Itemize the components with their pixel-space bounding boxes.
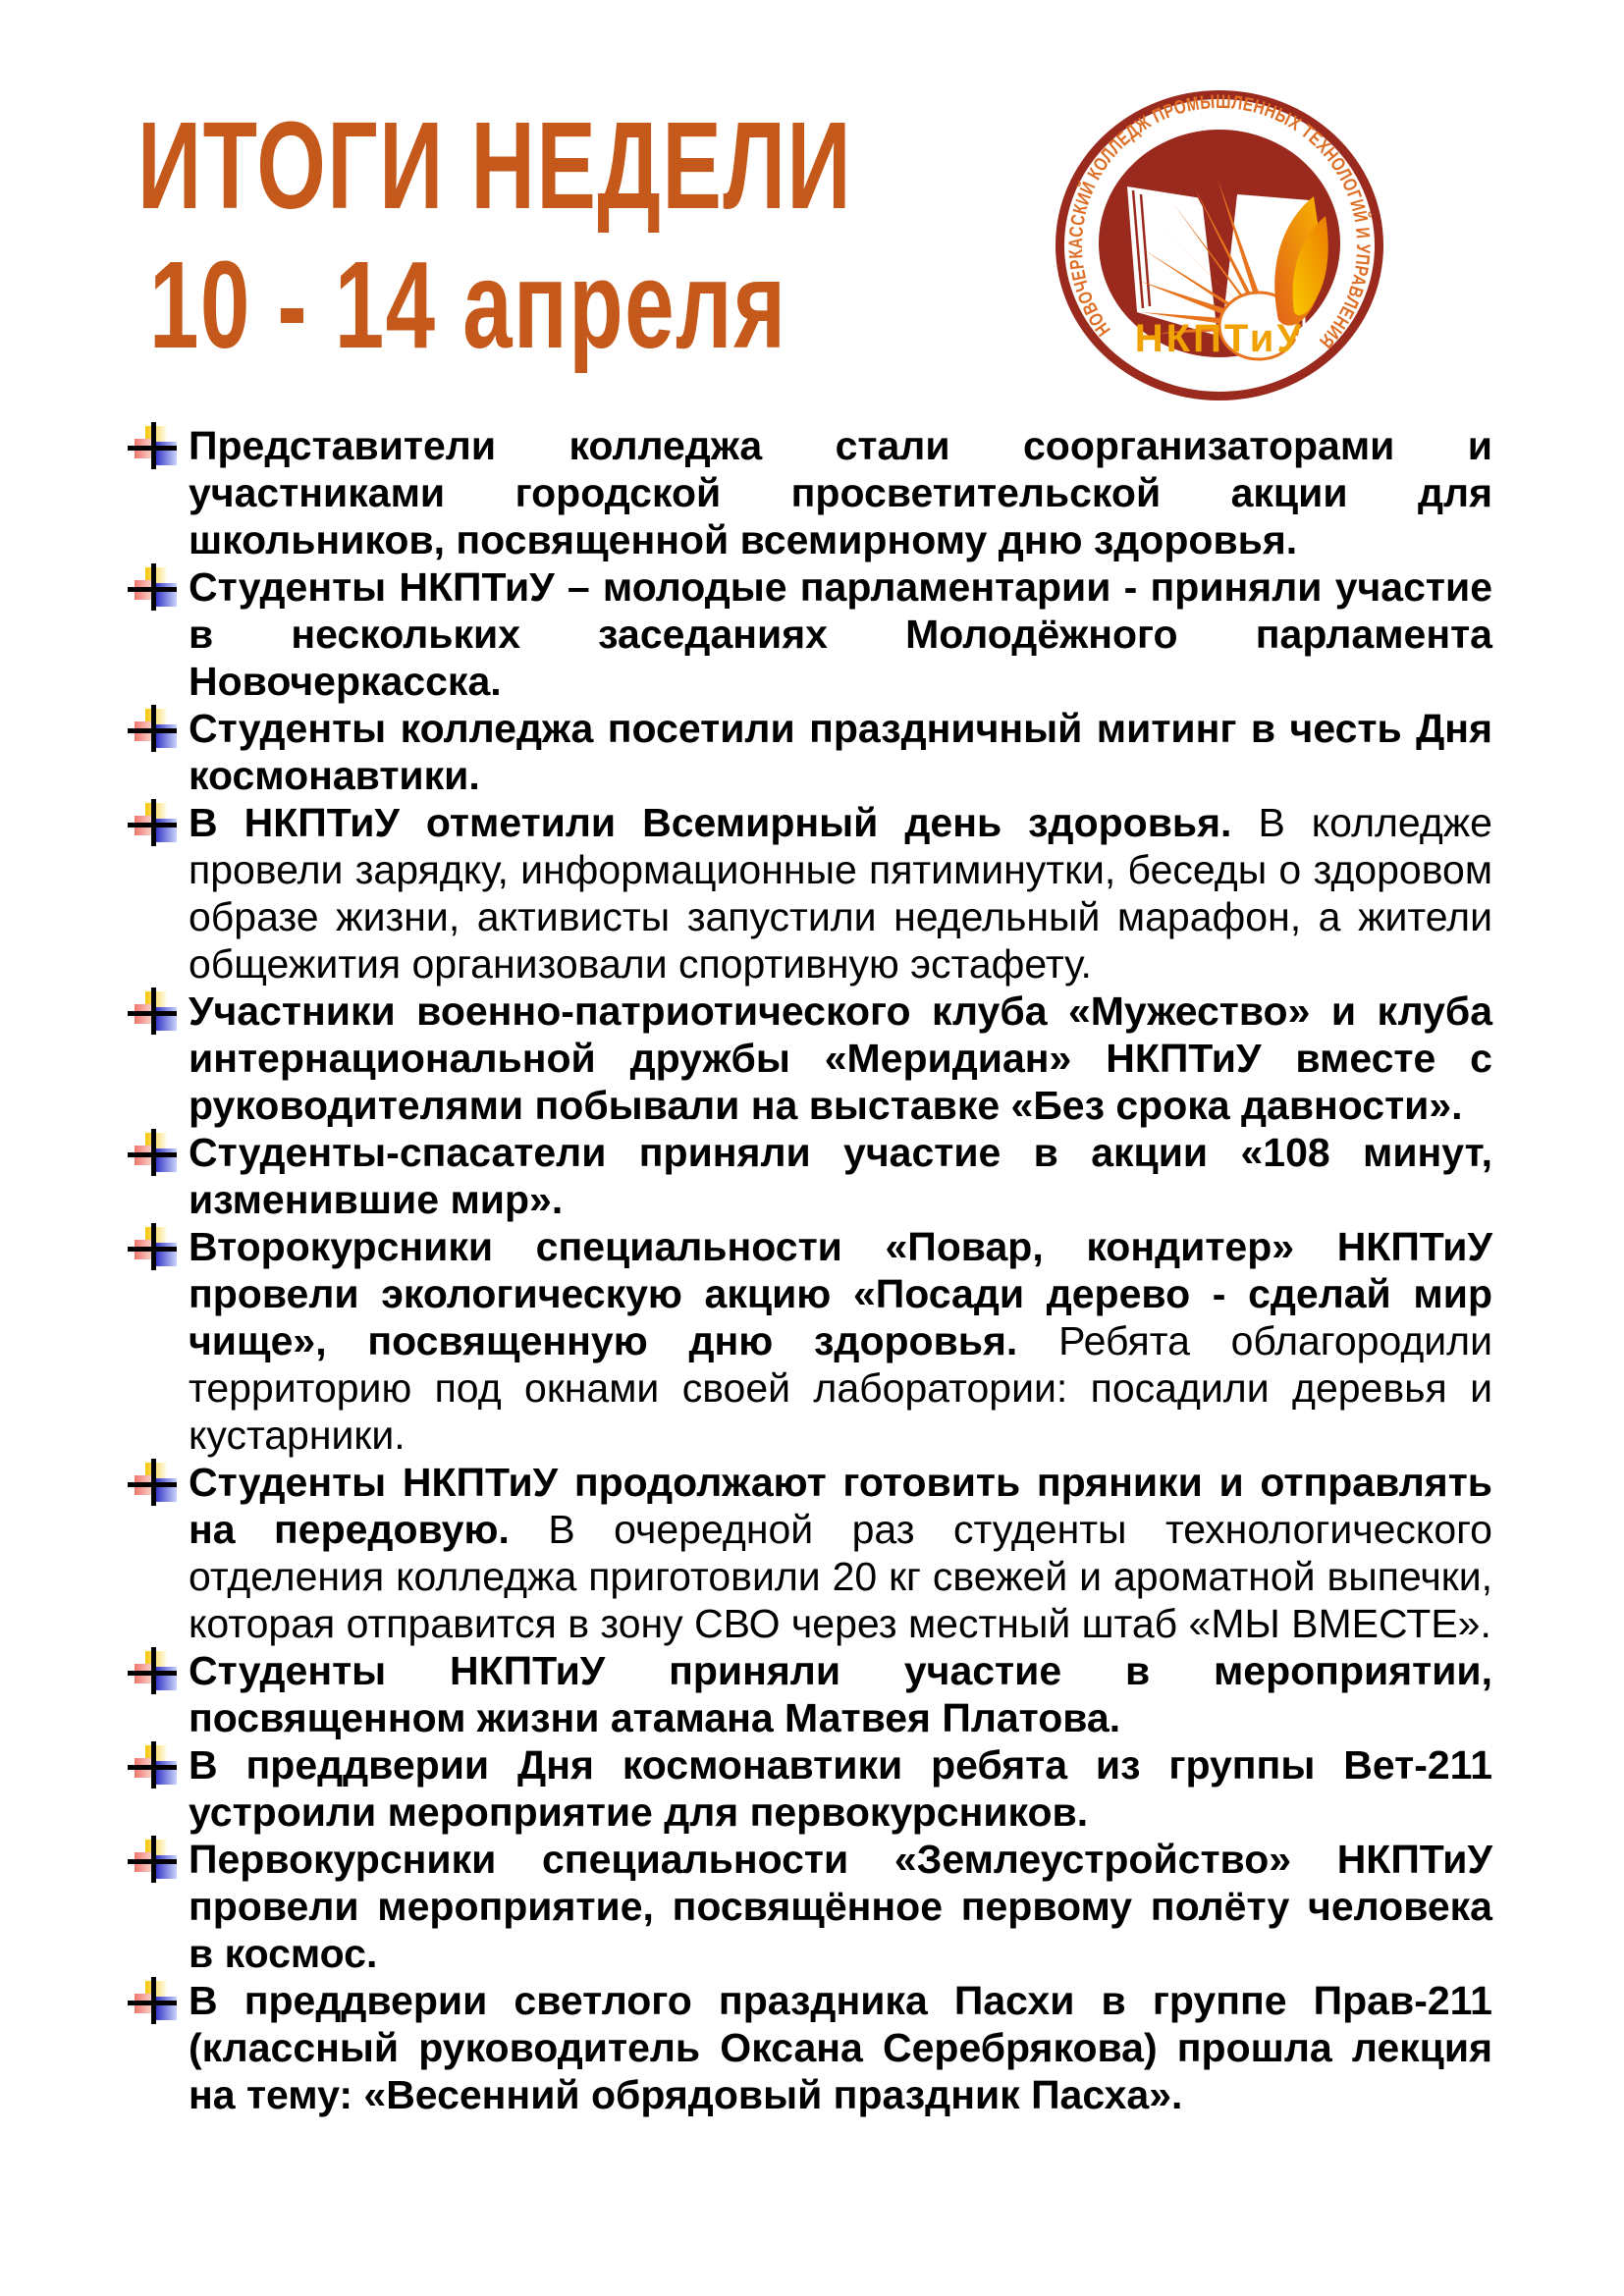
news-item-detail: В колледже провели зарядку, информационные пятиминутки, беседы о здоровом образе жизни, активисты запустили недельный марафон, а жители общежития организовали спортивную эстафету. [189,800,1492,987]
colored-squares-bullet-icon [134,1463,179,1508]
news-item-detail: В очередной раз студенты технологического отделения колледжа приготовили 20 кг свежей и ароматной выпечки, которая отправится в зону СВО через местный штаб «МЫ ВМЕСТЕ». [189,1507,1492,1646]
news-list [137,422,1492,2118]
page-subtitle-dates [149,234,1035,376]
news-item-headline: Первокурсники специальности «Землеустройство» НКПТиУ провели мероприятие, посвящённое первому полёту человека в космос. [189,1837,1492,1976]
news-item [137,1977,1492,2118]
news-item-headline: Студенты НКПТиУ – молодые парламентарии - приняли участие в нескольких заседаниях Молодёжного парламента Новочеркасска. [189,564,1492,704]
news-item [137,1459,1492,1647]
news-item [137,1129,1492,1223]
colored-squares-bullet-icon [134,1133,179,1178]
news-item-headline: Студенты НКПТиУ приняли участие в мероприятии, посвященном жизни атамана Матвея Платова. [189,1648,1492,1740]
news-item-headline: Второкурсники специальности «Повар, кондитер» НКПТиУ провели экологическую акцию «Посади дерево - сделай мир чище», посвященную дню здоровья. [189,1224,1492,1363]
colored-squares-bullet-icon [134,1840,179,1885]
colored-squares-bullet-icon [134,567,179,613]
news-item-headline: Студенты-спасатели приняли участие в акции «108 минут, изменившие мир». [189,1130,1492,1222]
news-item-detail: Ребята облагородили территорию под окнами своей лаборатории: посадили деревья и кустарники. [189,1318,1492,1458]
news-item-headline: Представители колледжа стали соорганизаторами и участниками городской просветительской акции для школьников, посвященной всемирному дню здоровья. [189,423,1492,562]
colored-squares-bullet-icon [134,1227,179,1272]
news-item [137,988,1492,1129]
news-item [137,799,1492,988]
page-title-text: ИТОГИ НЕДЕЛИ [137,96,853,235]
news-item-headline: В преддверии Дня космонавтики ребята из группы Вет-211 устроили мероприятие для первокурсников. [189,1742,1492,1835]
news-item [137,563,1492,705]
colored-squares-bullet-icon [134,803,179,848]
news-item [137,1223,1492,1459]
logo-ring-text: НОВОЧЕРКАССКИЙ КОЛЛЕДЖ ПРОМЫШЛЕННЫХ ТЕХНОЛОГИЙ И УПРАВЛЕНИЯ [1064,90,1375,355]
college-logo [1053,88,1386,407]
page-title [137,94,1130,237]
logo-acronym: НКПТиУ [1134,317,1305,360]
news-item-headline: В НКПТиУ отметили Всемирный день здоровья. [189,800,1232,845]
news-item-headline: В преддверии светлого праздника Пасхи в группе Прав-211 (классный руководитель Оксана Серебрякова) прошла лекция на тему: «Весенний обрядовый праздник Пасха». [189,1978,1492,2117]
colored-squares-bullet-icon [134,1981,179,2026]
colored-squares-bullet-icon [134,1745,179,1790]
news-item [137,1741,1492,1836]
news-item-headline: Участники военно-патриотического клуба «Мужество» и клуба интернациональной дружбы «Меридиан» НКПТиУ вместе с руководителями побывали на выставке «Без срока давности». [189,988,1492,1128]
news-item [137,422,1492,563]
news-item [137,1836,1492,1977]
news-item-headline: Студенты НКПТиУ продолжают готовить пряники и отправлять на передовую. [189,1460,1492,1552]
colored-squares-bullet-icon [134,709,179,754]
news-item [137,705,1492,799]
colored-squares-bullet-icon [134,1651,179,1696]
page-subtitle-text: 10 - 14 апреля [149,236,787,374]
college-logo-emblem [1053,88,1386,407]
news-item-headline: Студенты колледжа посетили праздничный митинг в честь Дня космонавтики. [189,706,1492,798]
colored-squares-bullet-icon [134,426,179,471]
news-item [137,1647,1492,1741]
colored-squares-bullet-icon [134,991,179,1037]
